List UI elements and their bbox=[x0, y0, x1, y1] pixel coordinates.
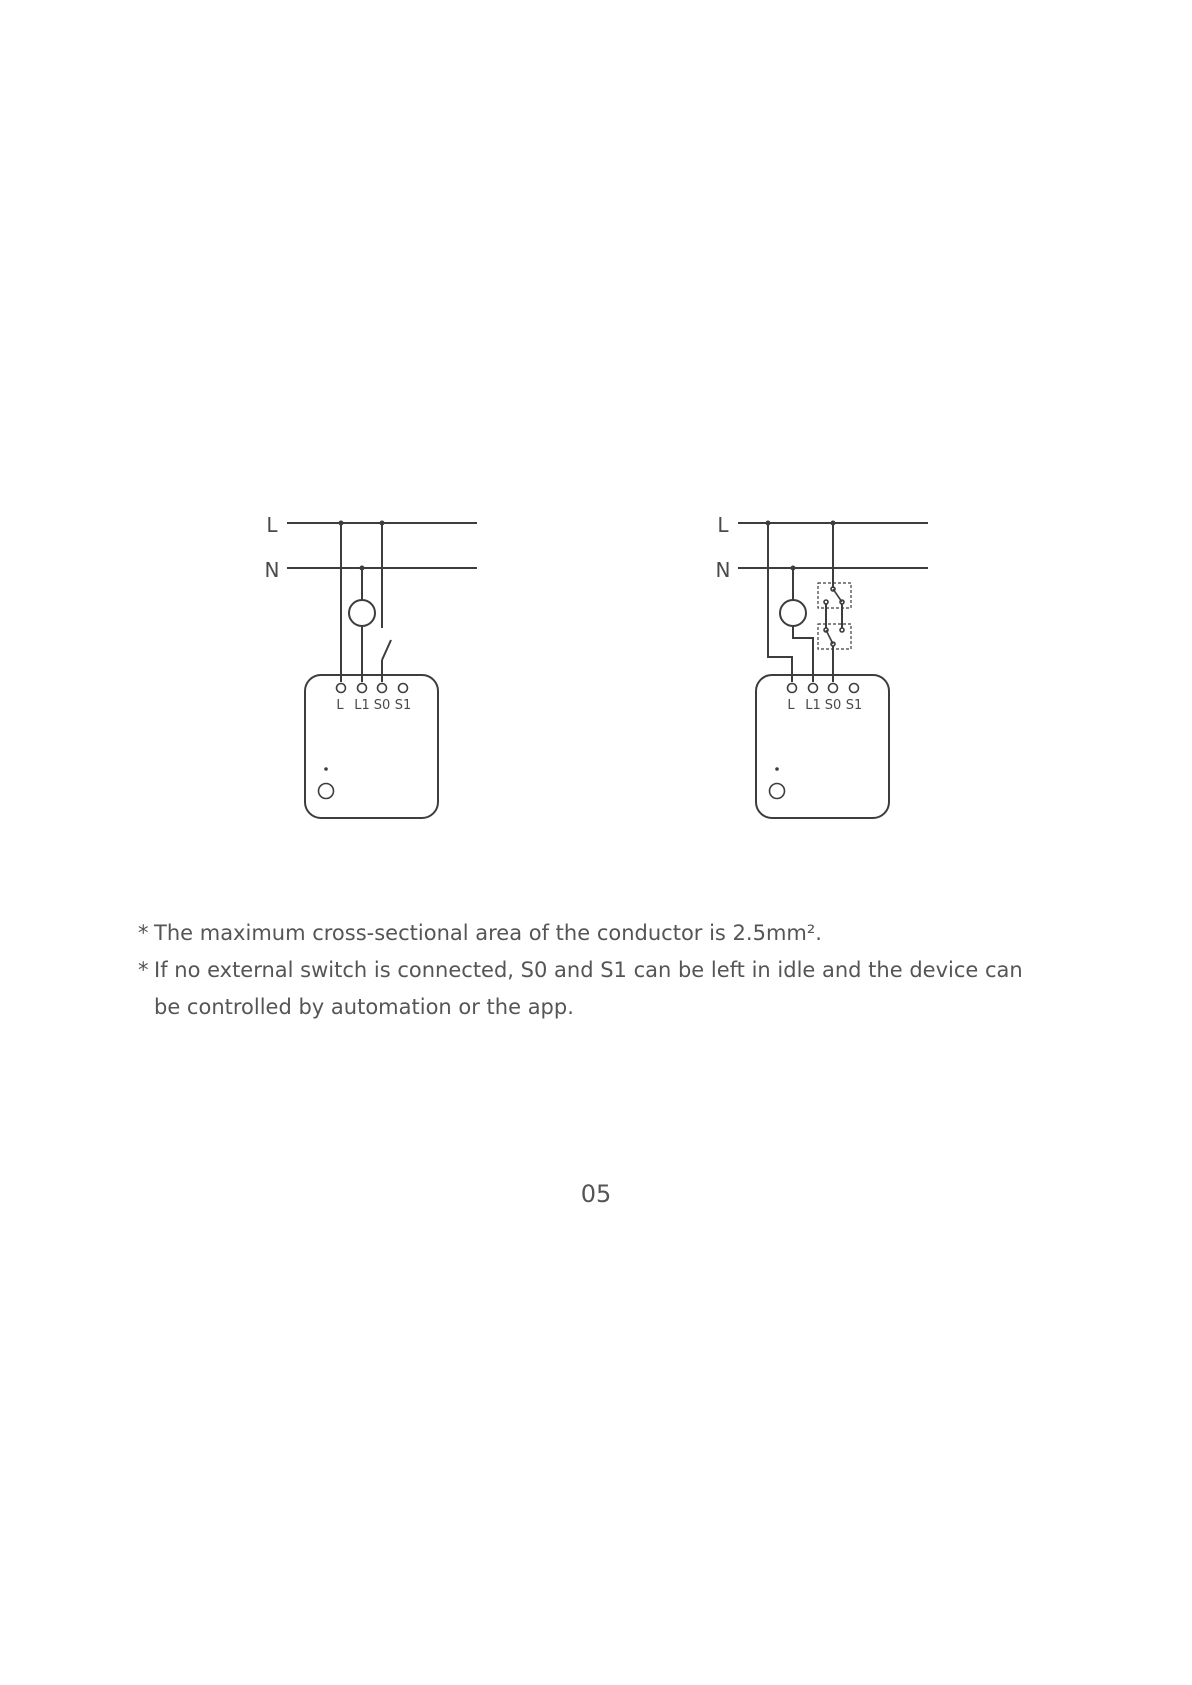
switch-contact bbox=[824, 600, 828, 604]
note-text: If no external switch is connected, S0 and S1 can be left in idle and the device can be controlled by automation or the app. bbox=[154, 958, 1023, 1019]
terminal-label-s1: S1 bbox=[394, 698, 412, 713]
wire-l bbox=[768, 523, 792, 682]
terminal-label-s0: S0 bbox=[373, 698, 391, 713]
module-button-icon bbox=[319, 784, 334, 799]
note-no-external-switch bbox=[138, 952, 1038, 1026]
note-bullet: * bbox=[138, 958, 149, 982]
terminal-l bbox=[337, 684, 346, 693]
switch-contact bbox=[840, 628, 844, 632]
indicator-led-icon bbox=[775, 767, 779, 771]
switch-icon bbox=[833, 589, 842, 602]
wiring-diagram-two-way-switch bbox=[716, 513, 928, 818]
module-button-icon bbox=[770, 784, 785, 799]
lamp-icon bbox=[780, 600, 806, 626]
switch-icon bbox=[826, 630, 833, 644]
switch-icon bbox=[382, 640, 391, 660]
wire-l1 bbox=[793, 626, 813, 682]
line-label-l: L bbox=[717, 513, 729, 537]
note-bullet: * bbox=[138, 921, 149, 945]
terminal-label-l1: L1 bbox=[805, 698, 821, 713]
notes bbox=[138, 915, 1038, 1026]
terminal-s0 bbox=[829, 684, 838, 693]
line-label-l: L bbox=[266, 513, 278, 537]
terminal-label-l1: L1 bbox=[354, 698, 370, 713]
switch-module bbox=[756, 675, 889, 818]
terminal-s1 bbox=[399, 684, 408, 693]
wiring-diagram-single-switch bbox=[265, 513, 477, 818]
terminal-label-l: L bbox=[336, 698, 344, 713]
terminal-s0 bbox=[378, 684, 387, 693]
terminal-l1 bbox=[809, 684, 818, 693]
line-label-n: N bbox=[264, 558, 280, 582]
line-label-n: N bbox=[715, 558, 731, 582]
note-conductor-area bbox=[138, 915, 1038, 952]
terminal-label-s0: S0 bbox=[824, 698, 842, 713]
terminal-label-s1: S1 bbox=[845, 698, 863, 713]
switch-module bbox=[305, 675, 438, 818]
indicator-led-icon bbox=[324, 767, 328, 771]
terminal-l1 bbox=[358, 684, 367, 693]
terminal-s1 bbox=[850, 684, 859, 693]
note-text: The maximum cross-sectional area of the conductor is 2.5mm². bbox=[154, 921, 822, 945]
terminal-l bbox=[788, 684, 797, 693]
lamp-icon bbox=[349, 600, 375, 626]
page-number: 05 bbox=[580, 1180, 612, 1208]
terminal-label-l: L bbox=[787, 698, 795, 713]
